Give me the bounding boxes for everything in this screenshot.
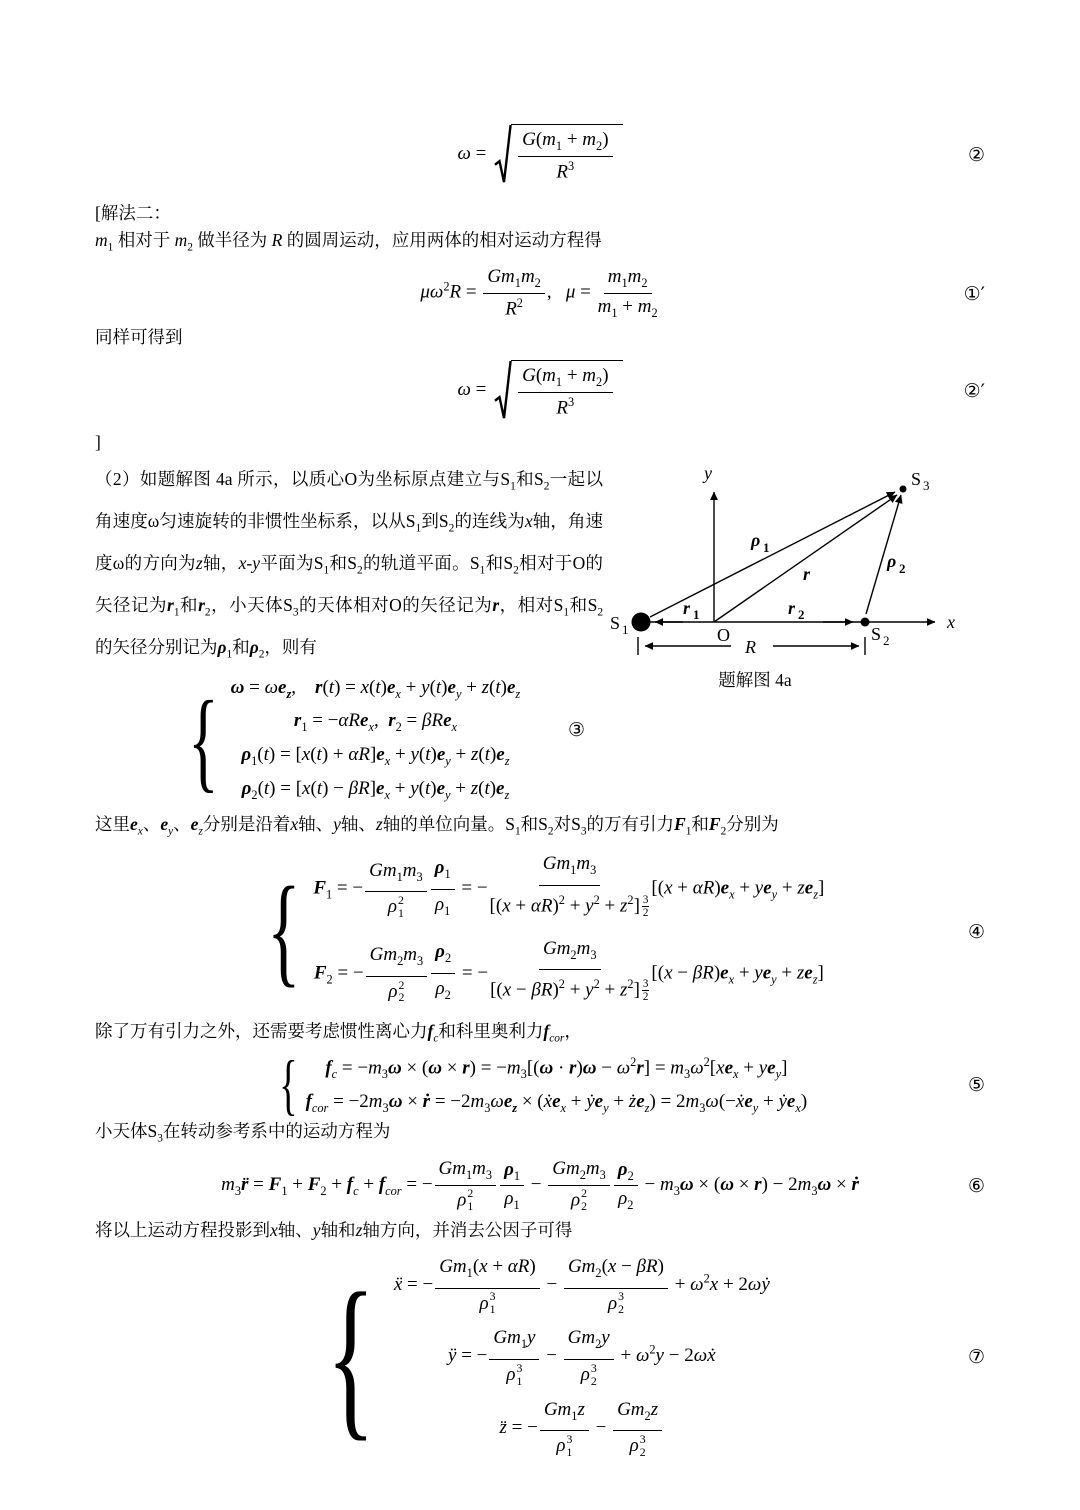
part2-paragraph: （2）如题解图 4a 所示，以质心O为坐标原点建立与$S_1$和$S_2$一起以角速度ω匀速旋转的非惯性坐标系，以从$S_1$到$S_2$的连线为x轴，角速度ω的方向为z轴，x-y平面为$S_1$和$S_2$的轨道平面。$S_1$和$S_2$相对于O的矢径记为$r_1$和$r_2$，小天体$S_3$的天体相对O的矢径记为r，相对$S_1$和$S_2$的矢径分别记为$\rho_1$和$\rho_2$，则有 bbox=[95, 468, 604, 660]
equation-row-6 bbox=[0, 1157, 1080, 1215]
equation-row-2 bbox=[0, 112, 1080, 198]
equation-tag-4: ④ bbox=[967, 920, 985, 943]
equation-7-lines: ẍ = − $Gm_1(x + \alpha R)$ ρ 3 1 − $Gm_2(x - \beta R)$ ρ 3 2 + $\omega^2x$ + 2ωẏ ÿ = − $Gm_1y$ ρ 3 1 − $Gm_2y$ ρ 3 2 + $\omega^2y$ − 2ωẋ z̈ = − $Gm_1z$ ρ 3 1 − $Gm_2z$ ρ 3 2 bbox=[393, 1255, 770, 1460]
equation-1prime: $\mu\omega^2R$ = $\frac{Gm_1m_2}{R^2}$ , μ = $\frac{m_1m_2}{m_1 + m_2}$ bbox=[420, 266, 658, 320]
s1-label-sub: 1 bbox=[622, 621, 629, 637]
figure-caption: 题解图 4a bbox=[718, 669, 792, 690]
rho2-label: ρ bbox=[887, 550, 897, 571]
s3-label-sub: 3 bbox=[923, 477, 930, 493]
equation-6: $m_3r̈ = F_1 + F_2 + f_c + f_{cor}$ = − $Gm_1m_3$ ρ 2 1 $\frac{\rho_1}{\rho_1}$ − $Gm_2m_3$ ρ 2 2 $\frac{\rho_2}{\rho_2}$ − $m_3\omega \times (\omega \times r) - 2m_3\omega$ × ṙ bbox=[221, 1158, 859, 1213]
s1-label: S bbox=[610, 612, 621, 633]
equation-3-lines: $\omega = \omega e_z$, $r(t) = x(t)e_x + y(t)e_y + z(t)e_z$ $r_1 = -\alpha Re_x$, $r_2 = \beta Re_x$ $\rho_1(t) = [x(t) + \alpha R]e_x + y(t)e_y + z(t)e_z$ $\rho_2(t) = [x(t) - \beta R]e_x + y(t)e_y + z(t)e_z$ bbox=[230, 676, 521, 802]
s2-label: S bbox=[871, 623, 882, 644]
r2-label-sub: 2 bbox=[798, 606, 805, 622]
equation-row-7 bbox=[0, 1250, 1080, 1464]
equation-2: ω = $G(m_1 + m_2)$ $R^3$ bbox=[457, 124, 622, 185]
solution2-open-text: [解法二： bbox=[95, 203, 171, 223]
r-vector-label: r bbox=[803, 563, 811, 584]
equation-2prime: ω = $G(m_1 + m_2)$ $R^3$ bbox=[457, 360, 622, 421]
unit-vectors-text: 这里$e_x$、$e_y$、$e_z$分别是沿着x轴、y轴、z轴的单位向量。$S_1$和$S_2$对$S_3$的万有引力$F_1$和$F_2$分别为 bbox=[95, 813, 779, 838]
y-axis-label: y bbox=[704, 462, 712, 483]
r2-label: r bbox=[788, 597, 796, 618]
brace-left-icon: { bbox=[326, 1256, 376, 1456]
equation-tag-2prime: ②′ bbox=[963, 379, 985, 402]
equation-tag-2: ② bbox=[967, 144, 985, 166]
brace-left-icon: { bbox=[278, 1046, 298, 1123]
equation-row-2prime bbox=[0, 353, 1080, 429]
small-body-text: 小天体$S_3$在转动参考系中的运动方程为 bbox=[95, 1121, 391, 1145]
equation-7 bbox=[310, 1250, 770, 1464]
equation-tag-5: ⑤ bbox=[967, 1074, 985, 1097]
s2-label-sub: 2 bbox=[883, 632, 890, 648]
s1-body bbox=[632, 612, 651, 631]
s2-body bbox=[861, 617, 870, 626]
project-text: 将以上运动方程投影到x轴、y轴和z轴方向，并消去公因子可得 bbox=[95, 1219, 573, 1240]
equation-tag-6: ⑥ bbox=[967, 1174, 985, 1197]
figure-4a bbox=[605, 462, 1013, 702]
equation-4 bbox=[256, 847, 825, 1016]
equation-5 bbox=[273, 1046, 808, 1123]
similarly-text: 同样可得到 bbox=[95, 326, 183, 347]
x-axis-label: x bbox=[947, 611, 955, 632]
origin-label: O bbox=[717, 624, 730, 645]
r1-label-sub: 1 bbox=[693, 606, 700, 622]
r1-label: r bbox=[683, 597, 691, 618]
s3-body bbox=[900, 485, 907, 492]
brace-left-icon: { bbox=[187, 678, 219, 803]
equation-tag-1prime: ①′ bbox=[963, 282, 985, 305]
document-page bbox=[0, 112, 1080, 1510]
R-distance-label: R bbox=[745, 636, 756, 657]
brace-left-icon: { bbox=[266, 863, 301, 999]
part2-section bbox=[95, 462, 1080, 809]
bracket-close-text: ] bbox=[95, 431, 101, 452]
equation-row-3 bbox=[95, 674, 603, 809]
equation-row-5 bbox=[0, 1046, 1080, 1123]
equation-tag-7: ⑦ bbox=[967, 1345, 985, 1368]
equation-tag-3: ③ bbox=[567, 719, 585, 742]
s3-label: S bbox=[911, 468, 922, 489]
besides-text: 除了万有引力之外，还需要考虑惯性离心力$f_c$和科里奥利力$f_{cor}$， bbox=[95, 1020, 582, 1045]
equation-5-lines: $f_c = -m_3\omega \times (\omega \times r) = -m_3[(\omega \cdot r)\omega - \omega^2r] = m_3\omega^2[xe_x + ye_y]$ $f_{cor} = -2m_3\omega$ × ṙ = $-2m_3\omega e_z$ × (ẋe$_x$ + ẏe$_y$ + $że_z$) = $2m_3\omega(-ẋe_y$ + ẏe$_x$) bbox=[305, 1054, 808, 1115]
rho2-label-sub: 2 bbox=[899, 560, 906, 576]
figure-column bbox=[603, 462, 1013, 809]
equation-row-4 bbox=[0, 847, 1080, 1016]
equation-3 bbox=[178, 674, 520, 809]
solution2-intro-text: $m_1$ 相对于 $m_2$ 做半径为 R 的圆周运动，应用两体的相对运动方程得 bbox=[95, 230, 602, 254]
part2-left-column bbox=[95, 462, 603, 809]
equation-4-lines: $F_1$ = − $Gm_1m_3$ ρ 2 1 $\frac{\rho_1}{\rho_1}$ = − $Gm_1m_3$ $[(x + \alpha R)^2 + y^2 + z^2]$ $\frac{3}{2}$ $[(x + \alpha R)e_x + ye_y + ze_z]$ $F_2$ = − $Gm_2m_3$ ρ 2 2 $\frac{\rho_2}{\rho_2}$ = − $Gm_2m_3$ $[(x - \beta R)^2 + y^2 + z^2]$ $\frac{3}{2}$ $[(x - \beta R)e_x + ye_y + ze_z]$ bbox=[313, 853, 825, 1005]
equation-row-1prime bbox=[0, 266, 1080, 322]
rho1-label: ρ bbox=[751, 529, 761, 550]
rho1-label-sub: 1 bbox=[763, 539, 770, 555]
